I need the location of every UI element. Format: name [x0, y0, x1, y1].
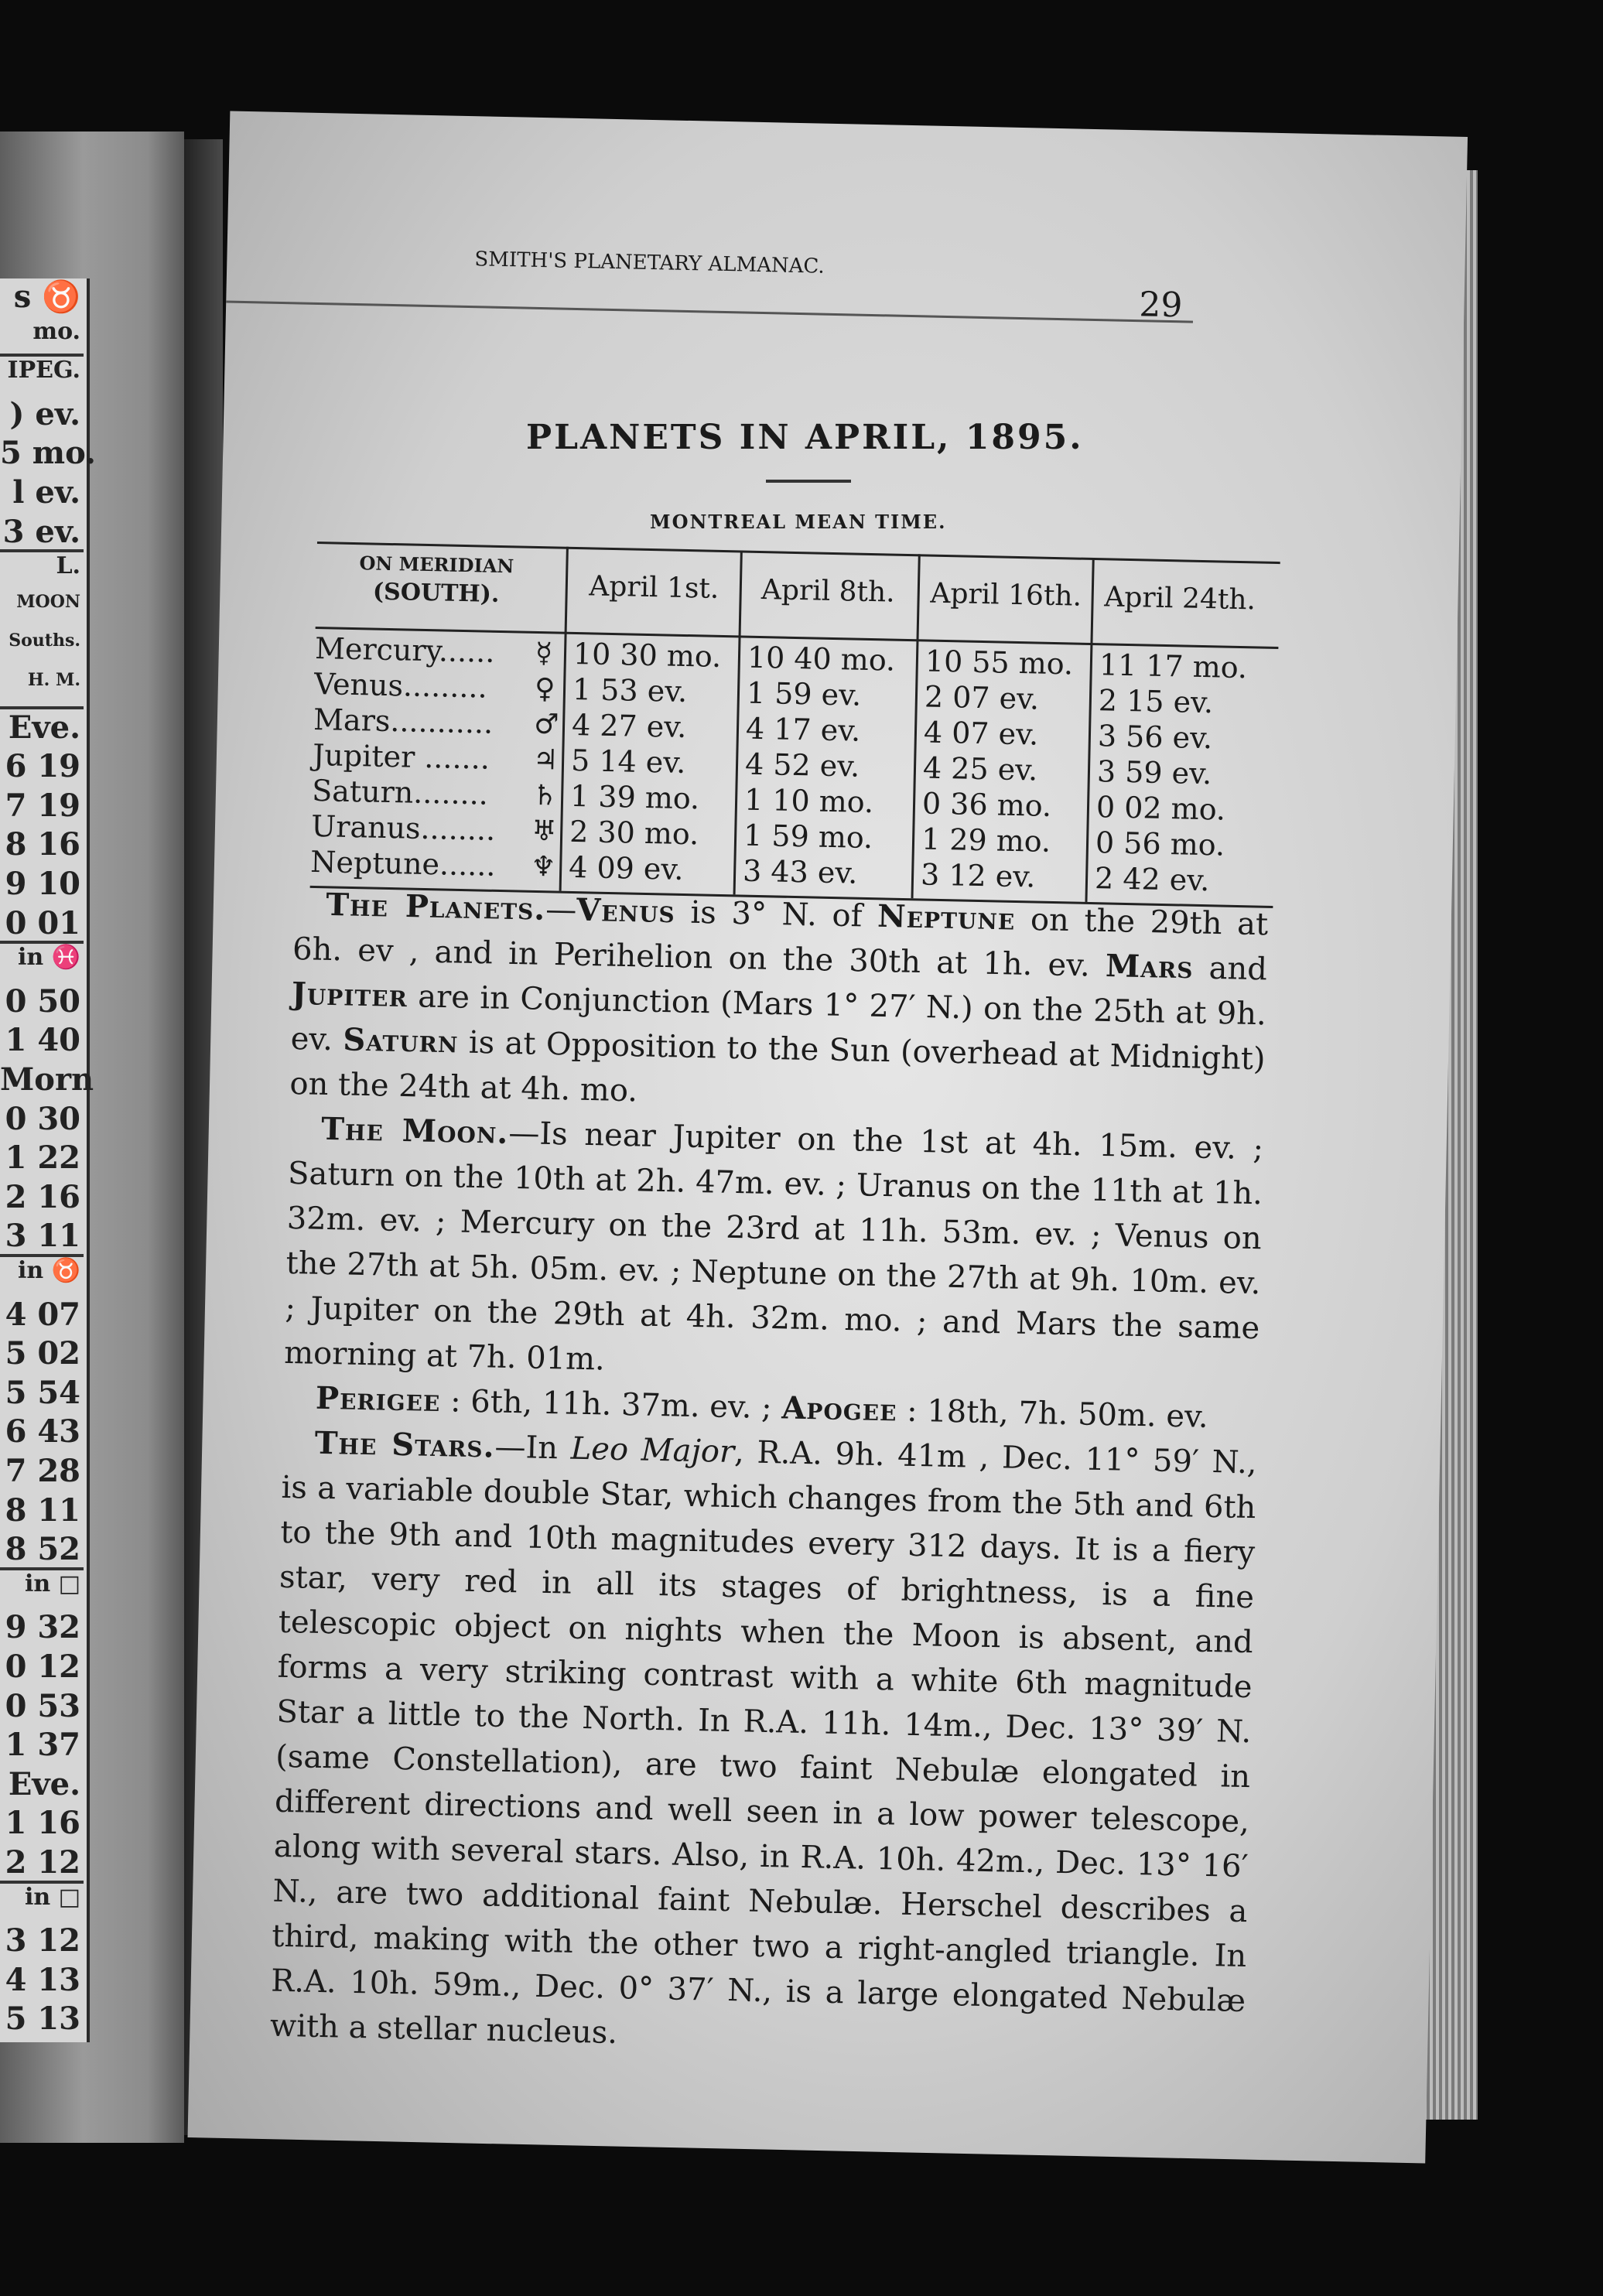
- left-page-row: 3 12: [5, 1922, 80, 1959]
- apogee-label: Apogee: [781, 1389, 897, 1429]
- planet-symbol-icon: ☿: [535, 637, 553, 670]
- table-cell: 4 52 ev.: [744, 747, 860, 784]
- left-page-row: 5 54: [5, 1374, 80, 1411]
- table-cell: 11 17 mo.: [1099, 647, 1248, 685]
- left-page-row: 0 53: [5, 1687, 80, 1724]
- planet-table: [309, 542, 1283, 917]
- left-page-row: 7 28: [5, 1453, 80, 1489]
- table-cell: 1 29 mo.: [921, 822, 1051, 859]
- text-span: on the 29th at 6h. ev , and in Perihelion on the 30th at 1h. ev.: [292, 901, 1269, 984]
- heading-the-moon: The Moon.: [320, 1110, 509, 1151]
- left-page-rule: [0, 354, 84, 357]
- text-span: are in Conjunction (Mars 1° 27′ N.) on the 25th at 9h. ev.: [290, 979, 1267, 1058]
- left-page-row: L.: [56, 552, 80, 580]
- left-page-row: 8 11: [5, 1491, 80, 1529]
- left-page-row: 7 19: [5, 787, 80, 824]
- left-page-row: Eve.: [8, 709, 80, 746]
- table-column-header: April 8th.: [760, 574, 896, 609]
- left-page-row: in ♓: [17, 944, 80, 972]
- left-page-rule: [0, 1567, 84, 1570]
- page-title: PLANETS IN APRIL, 1895.: [526, 418, 1084, 457]
- table-cell: 1 59 mo.: [743, 818, 873, 856]
- left-page-row: 9 10: [5, 866, 80, 902]
- table-corner-sublabel: (SOUTH).: [372, 578, 500, 608]
- left-page-row: 0 01: [5, 904, 80, 941]
- table-column-header: April 24th.: [1103, 581, 1256, 617]
- planet-venus: Venus: [576, 891, 676, 931]
- left-page-row: in □: [25, 1883, 80, 1911]
- table-cell: 5 14 ev.: [570, 743, 686, 781]
- table-cell: 3 59 ev.: [1096, 754, 1212, 791]
- table-cell: 1 59 ev.: [746, 675, 862, 712]
- planet-name: Mars...........: [313, 702, 494, 740]
- page-number: 29: [1138, 285, 1183, 326]
- paragraph-stars: [269, 1420, 1257, 2069]
- table-cell: 2 30 mo.: [569, 814, 699, 852]
- left-page-row: 1 16: [5, 1805, 80, 1842]
- table-cell: 2 42 ev.: [1094, 861, 1210, 898]
- perigee-label: Perigee: [315, 1379, 441, 1420]
- planet-mars: Mars: [1105, 947, 1194, 986]
- text-span: —Is near Jupiter on the 1st at 4h. 15m. ev. ; Saturn on the 10th at 2h. 47m. ev. ; Uranus on the 11th at 1h. 32m. ev. ; Mercury on the 23rd at 11h. 53m. ev. ; Venus on the 27th at 5h. 05m. ev. ; Neptune on the 27th at 9h. 10m. ev. ; Jupiter on the 29th at 4h. 32m. mo. ; and Mars the same morning at 7h. 01m.: [283, 1115, 1264, 1378]
- left-page-row: in ♉: [17, 1257, 80, 1284]
- header-rule: [226, 300, 1193, 323]
- left-page-row: Souths.: [9, 630, 80, 651]
- table-column-header: April 16th.: [930, 577, 1082, 613]
- left-page-row: 2 12: [5, 1844, 80, 1881]
- running-title: SMITH'S PLANETARY ALMANAC.: [474, 248, 825, 278]
- table-cell: 10 40 mo.: [747, 640, 896, 678]
- left-page-row: H. M.: [27, 670, 80, 690]
- left-page-row: l ev.: [12, 474, 80, 511]
- left-page-rule: [0, 706, 84, 709]
- left-page-row: 1 22: [5, 1139, 80, 1177]
- table-cell: 10 55 mo.: [925, 644, 1074, 682]
- text-span: : 18th, 7h. 50m. ev.: [896, 1392, 1209, 1435]
- left-page-row: in □: [25, 1570, 80, 1597]
- text-span: is at Opposition to the Sun (overhead at Midnight) on the 24th at 4h. mo.: [289, 1024, 1266, 1109]
- left-page-row: 5 02: [5, 1335, 80, 1372]
- table-cell: 4 07 ev.: [923, 715, 1039, 752]
- left-page-row: 4 13: [5, 1961, 80, 1998]
- planet-name: Uranus........: [310, 808, 496, 847]
- left-page-row: 3 11: [5, 1218, 80, 1255]
- table-cell: 4 09 ev.: [568, 849, 684, 887]
- left-page-row: 9 32: [5, 1609, 80, 1646]
- planet-name: Mercury......: [314, 630, 495, 669]
- heading-the-stars: The Stars.: [314, 1424, 496, 1465]
- left-page-row: mo.: [32, 317, 80, 345]
- left-page-row: 4 07: [5, 1296, 80, 1333]
- left-page-row: s ♉: [13, 278, 80, 315]
- table-cell: 2 15 ev.: [1098, 683, 1214, 720]
- planet-jupiter: Jupiter: [291, 975, 408, 1015]
- left-page-row: 8 16: [5, 826, 80, 863]
- table-cell: 4 25 ev.: [922, 750, 1038, 788]
- table-cell: 0 36 mo.: [921, 786, 1052, 823]
- planet-symbol-icon: ♀: [534, 672, 555, 706]
- left-page-row: 6 43: [5, 1413, 80, 1450]
- left-page-row: 0 50: [5, 982, 80, 1020]
- planet-name: Neptune......: [309, 844, 496, 883]
- left-page-row: 5 mo.: [0, 435, 96, 472]
- planet-symbol-icon: ♃: [532, 743, 559, 777]
- left-page-row: ) ev.: [9, 395, 80, 432]
- table-cell: 3 43 ev.: [742, 853, 858, 890]
- title-rule: [766, 480, 851, 483]
- text-span: : 6th, 11h. 37m. ev. ;: [439, 1383, 782, 1426]
- left-page-row: 1 40: [5, 1022, 80, 1059]
- body-text: [269, 882, 1268, 2069]
- table-cell: 4 17 ev.: [745, 711, 861, 748]
- table-cell: 1 10 mo.: [743, 782, 874, 820]
- left-page-rule: [0, 1881, 84, 1884]
- left-page-rule: [0, 549, 84, 552]
- text-span: , R.A. 9h. 41m , Dec. 11° 59′ N., is a variable double Star, which changes from the 5th and 6th to the 9th and 10th magnitudes every 312 days. It is a fiery star, very red in all its stages of brightness, is a fine telescopic object on nights when the Moon is absent, and forms a very striking contrast with a white 6th magnitude Star a little to the North. In R.A. 11h. 14m., Dec. 13° 39′ N. (same Constellation), are two faint Nebulæ elongated in different directions and well seen in a low power telescope, along with several stars. Also, in R.A. 10h. 42m., Dec. 13° 16′ N., are two additional faint Nebulæ. Herschel describes a third, making with the other two a right-angled triangle. In R.A. 10h. 59m., Dec. 0° 37′ N., is a large elongated Nebulæ with a stellar nucleus.: [269, 1434, 1258, 2052]
- table-cell: 2 07 ev.: [924, 679, 1040, 716]
- text-span: is 3° N. of: [675, 894, 878, 934]
- planet-symbol-icon: ♂: [533, 708, 559, 741]
- table-cell: 3 56 ev.: [1097, 719, 1213, 756]
- table-cell: 0 56 mo.: [1095, 825, 1225, 863]
- planet-saturn: Saturn: [342, 1021, 460, 1061]
- table-cell: 1 39 mo.: [569, 778, 700, 816]
- left-page-row: 0 30: [5, 1100, 80, 1137]
- left-page-row: 0 12: [5, 1649, 80, 1685]
- constellation-name: Leo Major: [570, 1430, 735, 1471]
- left-page-row: IPEG.: [7, 357, 80, 384]
- page-subtitle: MONTREAL MEAN TIME.: [650, 511, 947, 533]
- planet-name: Jupiter .......: [312, 737, 490, 776]
- left-page-row: MOON: [16, 591, 80, 612]
- table-cell: 3 12 ev.: [920, 857, 1036, 894]
- left-page-row: 6 19: [5, 748, 80, 785]
- table-cell: 4 27 ev.: [571, 707, 687, 745]
- left-page-moon-column: [0, 278, 96, 2042]
- planet-neptune: Neptune: [877, 897, 1016, 938]
- left-page-row: Eve.: [8, 1765, 80, 1802]
- table-corner-label: ON MERIDIAN: [359, 552, 514, 578]
- table-cell: 0 02 mo.: [1095, 790, 1226, 827]
- text-span: and: [1193, 950, 1268, 988]
- planet-name: Saturn........: [311, 773, 489, 811]
- paragraph-planets: [289, 882, 1269, 1126]
- left-page-row: 3 ev.: [2, 513, 80, 550]
- left-page-rule: [0, 941, 84, 944]
- heading-the-planets: The Planets.: [325, 886, 546, 928]
- planet-name: Venus.........: [313, 666, 488, 705]
- planet-symbol-icon: ♆: [530, 850, 556, 883]
- paragraph-moon: [284, 1106, 1264, 1396]
- planet-symbol-icon: ♅: [531, 815, 557, 848]
- planet-symbol-icon: ♄: [531, 779, 558, 812]
- table-column-header: April 1st.: [588, 570, 719, 605]
- text-span: —: [545, 891, 577, 928]
- table-cell: 1 53 ev.: [572, 671, 688, 709]
- table-cell: 10 30 mo.: [572, 636, 722, 674]
- left-page-row: 1 37: [5, 1727, 80, 1764]
- left-page-row: 8 52: [5, 1531, 80, 1568]
- left-page-rule: [0, 1254, 84, 1257]
- text-span: —In: [494, 1429, 572, 1467]
- left-page-row: 2 16: [5, 1178, 80, 1215]
- left-page-row: 5 13: [5, 2000, 80, 2038]
- left-page-row: Morn: [0, 1061, 94, 1098]
